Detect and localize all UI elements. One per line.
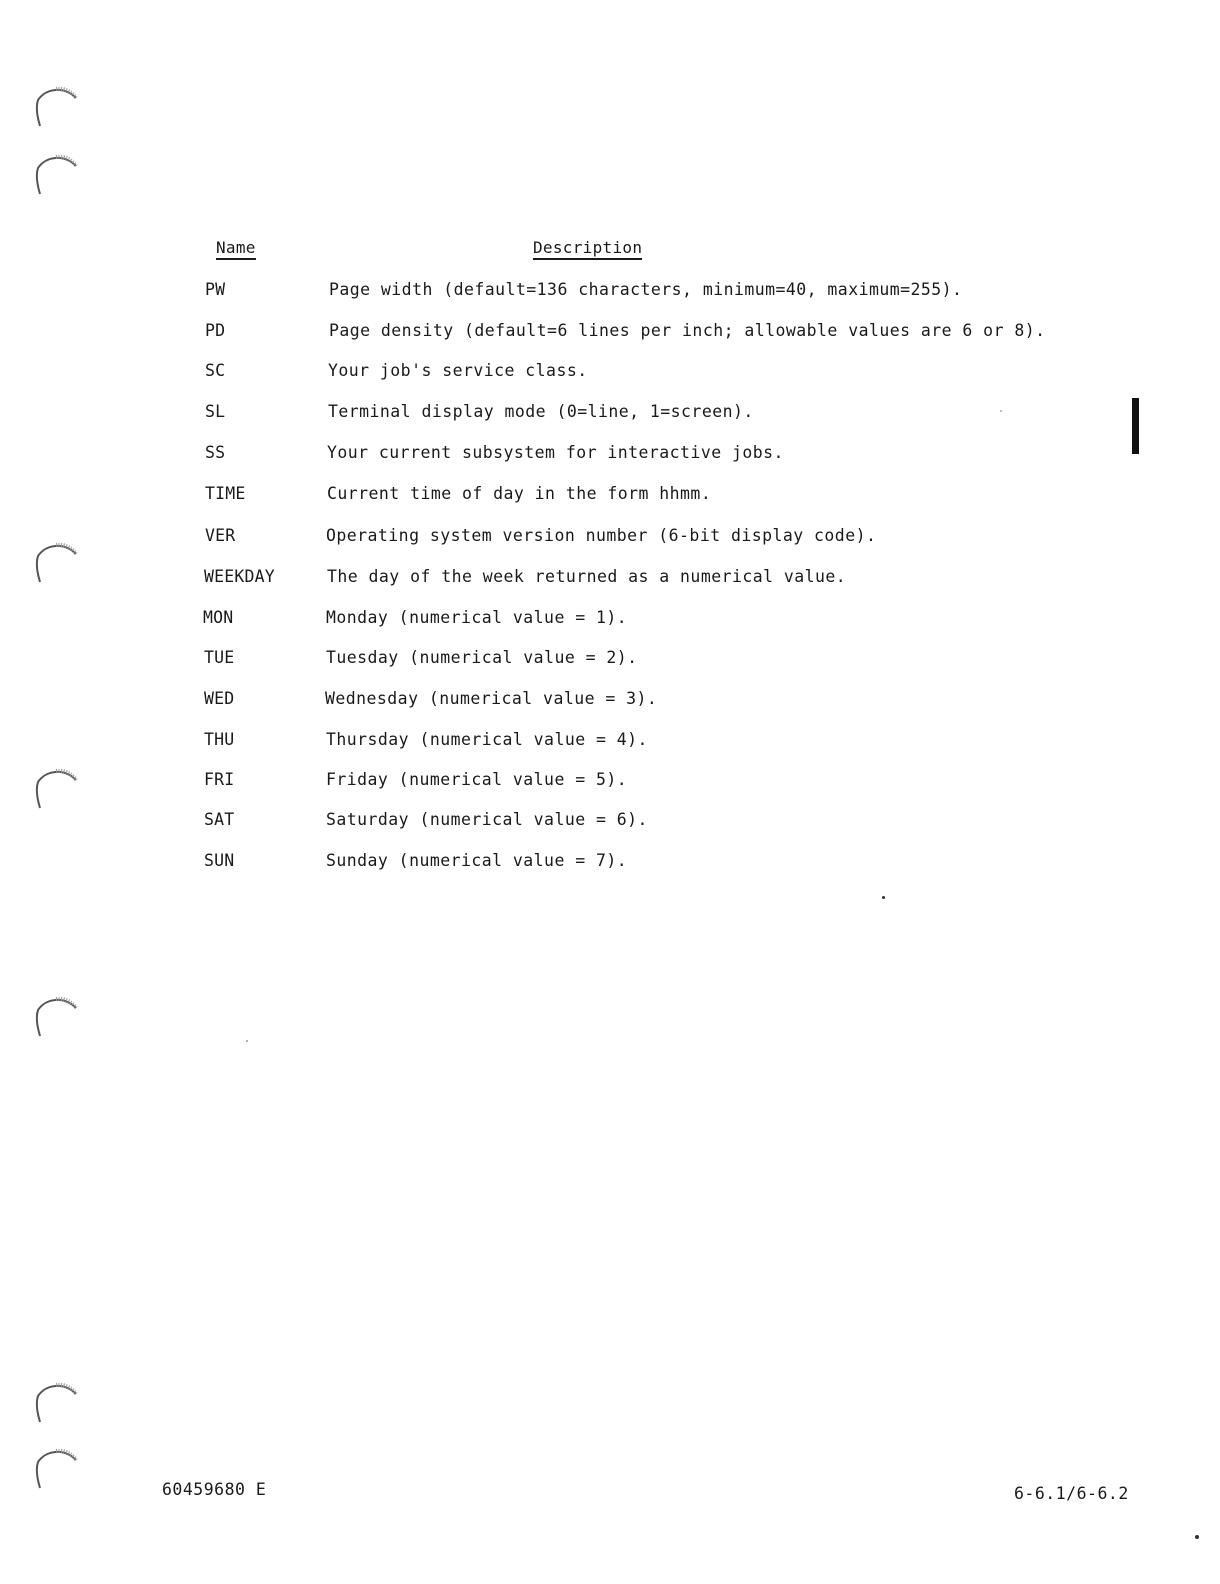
scan-speck <box>246 1040 248 1042</box>
page-number: 6-6.1/6-6.2 <box>1014 1484 1129 1503</box>
row-name: TUE <box>204 648 235 667</box>
binder-hole-mark <box>34 768 80 810</box>
row-name: SS <box>205 443 226 462</box>
row-name: PW <box>205 280 226 299</box>
document-number: 60459680 E <box>162 1480 267 1499</box>
row-description: Your job's service class. <box>328 361 588 380</box>
row-description: Terminal display mode (0=line, 1=screen). <box>328 402 754 421</box>
row-name: TIME <box>205 484 246 503</box>
row-description: Monday (numerical value = 1). <box>326 608 628 627</box>
row-name: SC <box>205 361 226 380</box>
row-name: PD <box>205 321 226 340</box>
column-header-name: Name <box>216 238 256 260</box>
row-description: Sunday (numerical value = 7). <box>326 851 628 870</box>
row-name: MON <box>203 608 234 627</box>
row-name: SUN <box>204 851 235 870</box>
binder-hole-mark <box>34 1448 80 1490</box>
change-bar <box>1132 398 1139 454</box>
row-description: Current time of day in the form hhmm. <box>327 484 712 503</box>
binder-hole-mark <box>34 154 80 196</box>
scan-speck <box>1195 1535 1199 1539</box>
row-description: Page width (default=136 characters, minimum=40, maximum=255). <box>329 280 963 299</box>
row-description: Your current subsystem for interactive jobs. <box>327 443 784 462</box>
row-name: SAT <box>204 810 235 829</box>
row-name: VER <box>205 526 236 545</box>
row-description: Tuesday (numerical value = 2). <box>326 648 638 667</box>
row-description: Saturday (numerical value = 6). <box>326 810 648 829</box>
row-name: FRI <box>204 770 235 789</box>
binder-hole-mark <box>34 86 80 128</box>
row-description: Operating system version number (6-bit display code). <box>326 526 877 545</box>
row-description: The day of the week returned as a numerical value. <box>327 567 847 586</box>
column-header-description: Description <box>533 238 642 260</box>
row-name: WED <box>204 689 235 708</box>
row-name: THU <box>204 730 235 749</box>
row-name: WEEKDAY <box>204 567 275 586</box>
scan-speck <box>1000 410 1002 412</box>
row-description: Thursday (numerical value = 4). <box>326 730 648 749</box>
binder-hole-mark <box>34 996 80 1038</box>
binder-hole-mark <box>34 542 80 584</box>
row-description: Page density (default=6 lines per inch; allowable values are 6 or 8). <box>329 321 1046 340</box>
row-description: Friday (numerical value = 5). <box>326 770 628 789</box>
row-description: Wednesday (numerical value = 3). <box>325 689 658 708</box>
row-name: SL <box>205 402 226 421</box>
binder-hole-mark <box>34 1382 80 1424</box>
scan-speck <box>882 896 885 899</box>
